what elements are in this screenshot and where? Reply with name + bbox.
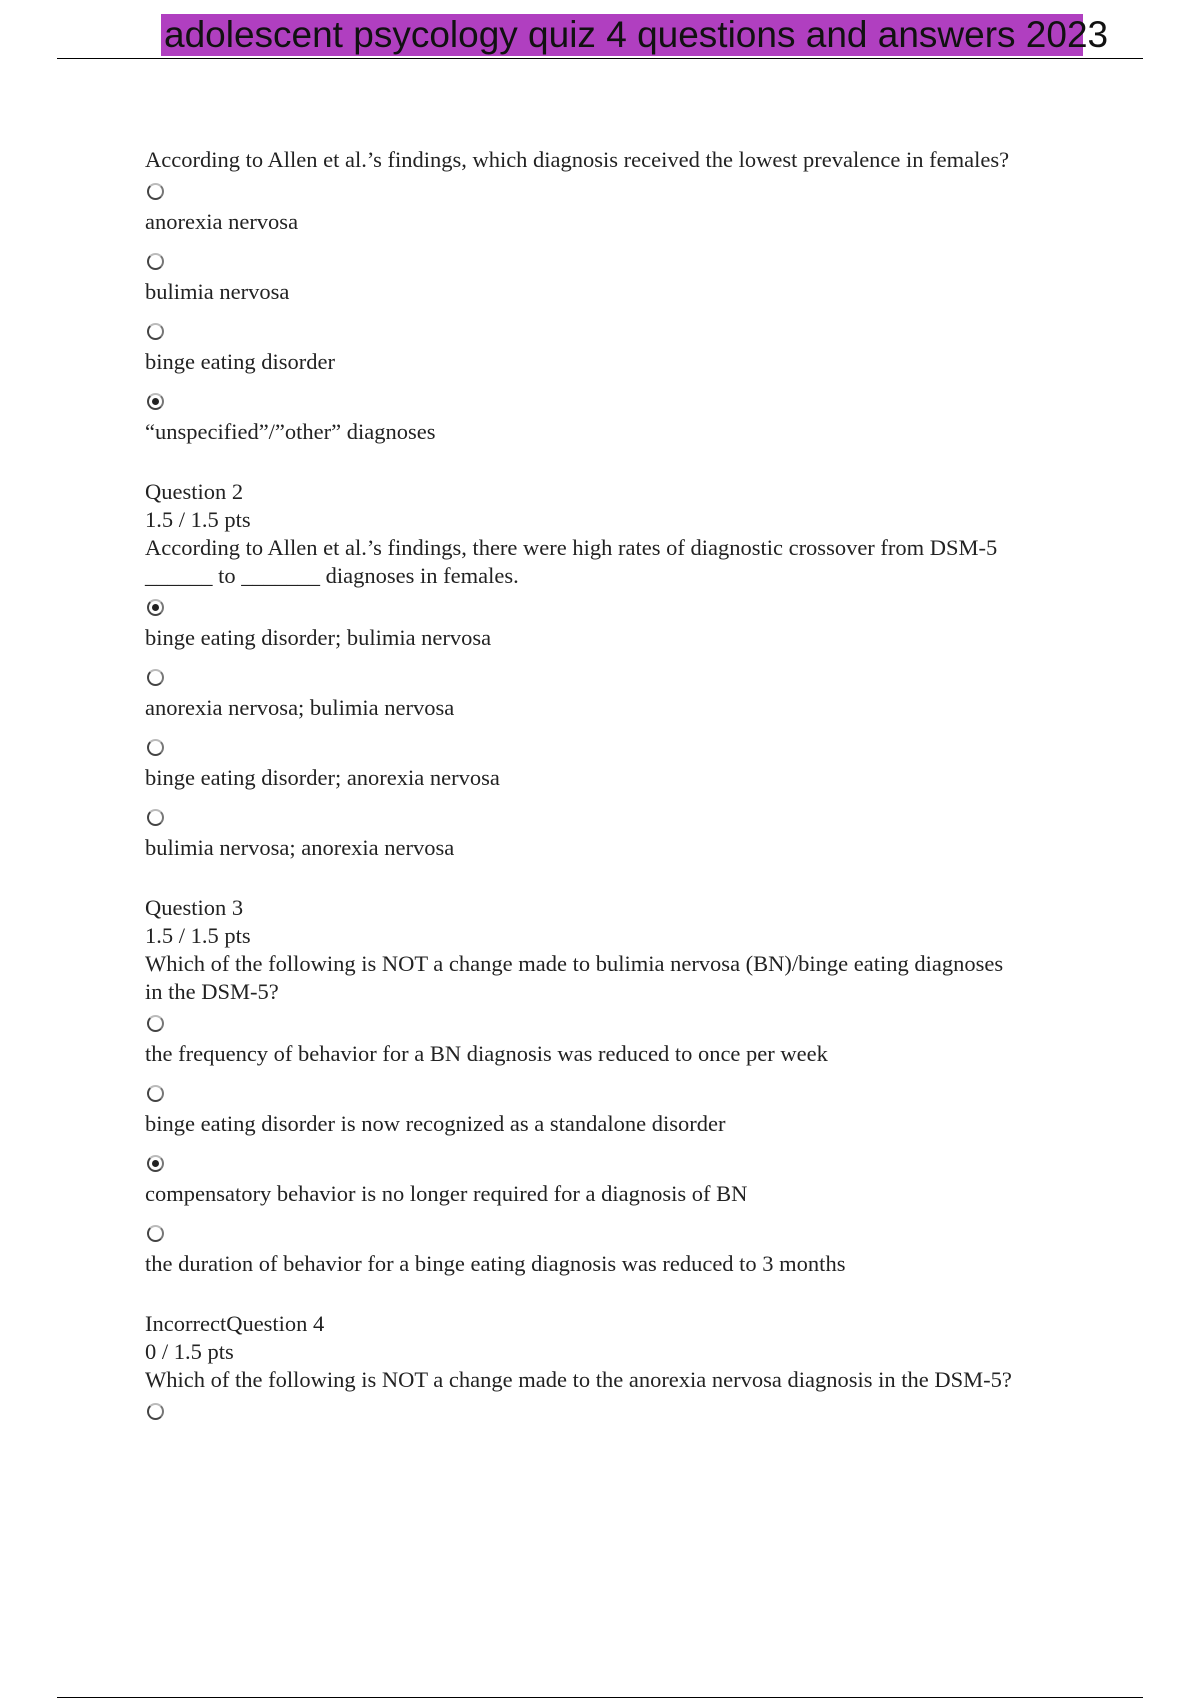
document-header [57, 10, 1143, 59]
question-3 [145, 894, 1085, 1282]
question-3-text-line-2: in the DSM-5? [145, 979, 279, 1004]
radio-button[interactable] [147, 1085, 164, 1102]
answer-radio-row [145, 660, 1085, 694]
radio-button-selected[interactable] [147, 393, 164, 410]
answer-radio-row [145, 1146, 1085, 1180]
answer-option: compensatory behavior is no longer required for a diagnosis of BN [145, 1181, 748, 1206]
question-score: 1.5 / 1.5 pts [145, 923, 251, 948]
radio-button[interactable] [147, 253, 164, 270]
radio-button[interactable] [147, 1403, 164, 1420]
answer-option: binge eating disorder is now recognized as a standalone disorder [145, 1111, 726, 1136]
answer-radio-row [145, 1006, 1085, 1040]
radio-button[interactable] [147, 739, 164, 756]
answer-option: binge eating disorder; bulimia nervosa [145, 625, 492, 650]
answer-radio-row [145, 590, 1085, 624]
page-footer-rule [57, 1697, 1143, 1698]
question-2-text-line-1: According to Allen et al.’s findings, there were high rates of diagnostic crossover from DSM-5 [145, 535, 998, 560]
question-3-text-line-1: Which of the following is NOT a change made to bulimia nervosa (BN)/binge eating diagnoses [145, 951, 1004, 976]
question-4 [145, 1310, 1085, 1428]
radio-button[interactable] [147, 669, 164, 686]
answer-radio-row [145, 174, 1085, 208]
answer-radio-row [145, 730, 1085, 764]
answer-option: binge eating disorder [145, 349, 335, 374]
answer-radio-row [145, 314, 1085, 348]
answer-radio-row [145, 1394, 1085, 1428]
question-2 [145, 478, 1085, 866]
radio-button[interactable] [147, 323, 164, 340]
answer-radio-row [145, 384, 1085, 418]
answer-radio-row [145, 1216, 1085, 1250]
answer-option: the duration of behavior for a binge eating diagnosis was reduced to 3 months [145, 1251, 846, 1276]
answer-option: anorexia nervosa [145, 209, 299, 234]
question-4-text: Which of the following is NOT a change made to the anorexia nervosa diagnosis in the DSM-5? [145, 1367, 1012, 1392]
answer-option: bulimia nervosa; anorexia nervosa [145, 835, 455, 860]
radio-button[interactable] [147, 809, 164, 826]
question-score: 1.5 / 1.5 pts [145, 507, 251, 532]
radio-button-selected[interactable] [147, 599, 164, 616]
question-heading: IncorrectQuestion 4 [145, 1311, 325, 1336]
question-heading: Question 2 [145, 479, 244, 504]
quiz-content [145, 146, 1085, 1428]
answer-radio-row [145, 800, 1085, 834]
question-1-text: According to Allen et al.’s findings, which diagnosis received the lowest prevalence in females? [145, 147, 1010, 172]
answer-option: bulimia nervosa [145, 279, 290, 304]
document-title: adolescent psycology quiz 4 questions and answers 2023 [161, 14, 1083, 56]
answer-option: “unspecified”/”other” diagnoses [145, 419, 436, 444]
question-score: 0 / 1.5 pts [145, 1339, 234, 1364]
question-2-text-line-2: ______ to _______ diagnoses in females. [145, 563, 519, 588]
radio-button[interactable] [147, 183, 164, 200]
radio-button-selected[interactable] [147, 1155, 164, 1172]
answer-option: anorexia nervosa; bulimia nervosa [145, 695, 455, 720]
answer-radio-row [145, 244, 1085, 278]
answer-option: the frequency of behavior for a BN diagnosis was reduced to once per week [145, 1041, 828, 1066]
answer-option: binge eating disorder; anorexia nervosa [145, 765, 500, 790]
radio-button[interactable] [147, 1225, 164, 1242]
radio-button[interactable] [147, 1015, 164, 1032]
answer-radio-row [145, 1076, 1085, 1110]
question-1 [145, 146, 1085, 450]
question-heading: Question 3 [145, 895, 244, 920]
